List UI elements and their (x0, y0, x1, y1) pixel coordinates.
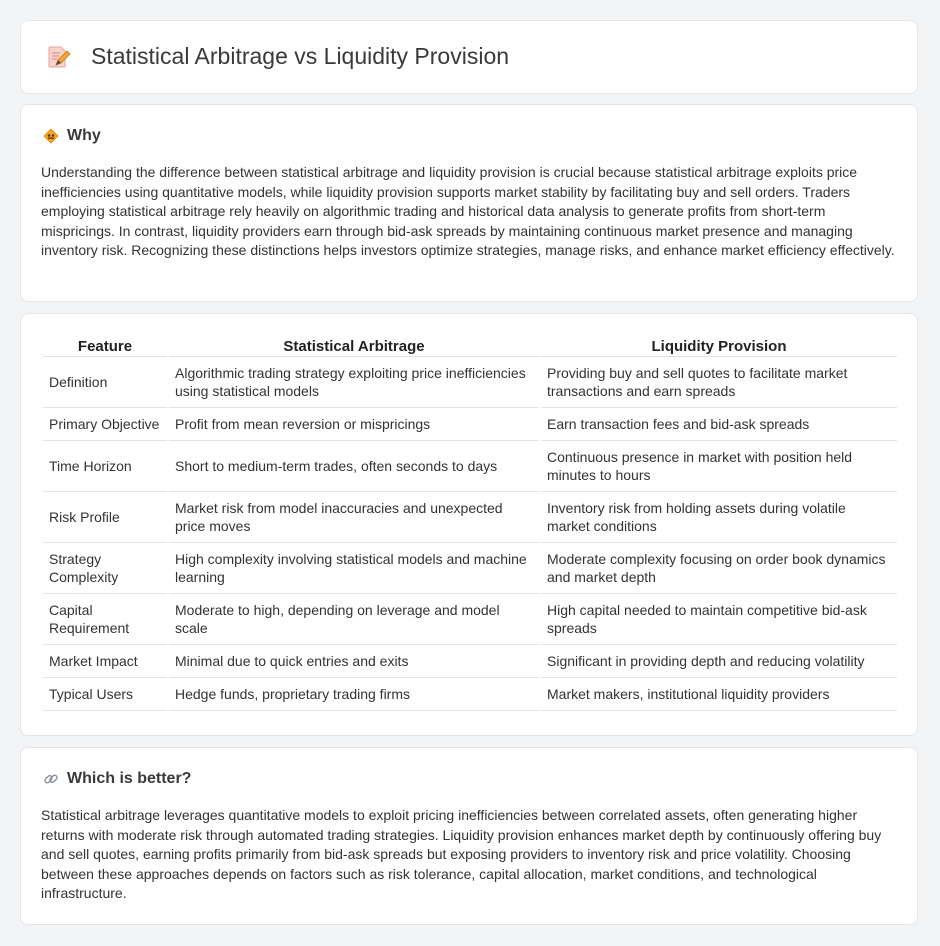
table-row (43, 594, 897, 645)
column-header-feature: Feature (43, 336, 167, 357)
table-row (43, 408, 897, 441)
feature-cell: Typical Users (43, 678, 167, 711)
liquidity-cell: Inventory risk from holding assets during volatile market conditions (541, 492, 897, 543)
title-row (45, 43, 509, 70)
comparison-table (41, 336, 899, 711)
diamond-sign-icon (43, 128, 59, 144)
stat-arb-cell: Profit from mean reversion or mispricings (169, 408, 539, 441)
feature-cell: Definition (43, 357, 167, 408)
header-card (20, 20, 918, 94)
link-icon (43, 771, 59, 787)
liquidity-cell: Market makers, institutional liquidity providers (541, 678, 897, 711)
stat-arb-cell: Hedge funds, proprietary trading firms (169, 678, 539, 711)
table-header-row (43, 336, 897, 357)
table-row (43, 357, 897, 408)
feature-cell: Strategy Complexity (43, 543, 167, 594)
feature-cell: Primary Objective (43, 408, 167, 441)
column-header-liquidity-provision: Liquidity Provision (541, 336, 897, 357)
table-row (43, 543, 897, 594)
table-row (43, 492, 897, 543)
stat-arb-cell: Minimal due to quick entries and exits (169, 645, 539, 678)
liquidity-cell: Earn transaction fees and bid-ask spreads (541, 408, 897, 441)
why-text: Understanding the difference between statistical arbitrage and liquidity provision is crucial because statistical arbitrage exploits price inefficiencies using quantitative models, while liquidity provision supports market stability by facilitating buy and sell orders. Traders employing statistical arbitrage rely heavily on algorithmic trading and historical data analysis to generate profits from short-term mispricings. In contrast, liquidity providers earn through bid-ask spreads by maintaining continuous market presence and managing inventory risk. Recognizing these distinctions helps investors optimize strategies, manage risks, and enhance market efficiency effectively. (41, 164, 895, 259)
feature-cell: Time Horizon (43, 441, 167, 492)
better-title: Which is better? (67, 770, 192, 787)
table-row (43, 678, 897, 711)
document-pencil-icon (45, 44, 71, 70)
why-card (20, 104, 918, 302)
stat-arb-cell: Short to medium-term trades, often seconds to days (169, 441, 539, 492)
liquidity-cell: High capital needed to maintain competitive bid-ask spreads (541, 594, 897, 645)
feature-cell: Market Impact (43, 645, 167, 678)
why-heading (43, 127, 101, 145)
why-title: Why (67, 127, 101, 144)
feature-cell: Risk Profile (43, 492, 167, 543)
feature-cell: Capital Requirement (43, 594, 167, 645)
page-title: Statistical Arbitrage vs Liquidity Provision (91, 43, 510, 69)
liquidity-cell: Providing buy and sell quotes to facilitate market transactions and earn spreads (541, 357, 897, 408)
column-header-statistical-arbitrage: Statistical Arbitrage (169, 336, 539, 357)
liquidity-cell: Significant in providing depth and reducing volatility (541, 645, 897, 678)
stat-arb-cell: Algorithmic trading strategy exploiting price inefficiencies using statistical models (169, 357, 539, 408)
table-row (43, 645, 897, 678)
stat-arb-cell: High complexity involving statistical models and machine learning (169, 543, 539, 594)
better-heading (43, 770, 191, 788)
stat-arb-cell: Moderate to high, depending on leverage and model scale (169, 594, 539, 645)
liquidity-cell: Moderate complexity focusing on order book dynamics and market depth (541, 543, 897, 594)
better-text: Statistical arbitrage leverages quantitative models to exploit pricing inefficiencies between correlated assets, often generating higher returns with moderate risk through automated trading strategies. Liquidity provision enhances market depth by continuously offering buy and sell quotes, earning profits primarily from bid-ask spreads but exposing providers to inventory risk and price volatility. Choosing between these approaches depends on factors such as risk tolerance, capital allocation, market conditions, and technological infrastructure. (41, 807, 882, 902)
liquidity-cell: Continuous presence in market with position held minutes to hours (541, 441, 897, 492)
stat-arb-cell: Market risk from model inaccuracies and unexpected price moves (169, 492, 539, 543)
which-is-better-card (20, 747, 918, 925)
comparison-table-card (20, 313, 918, 736)
table-row (43, 441, 897, 492)
